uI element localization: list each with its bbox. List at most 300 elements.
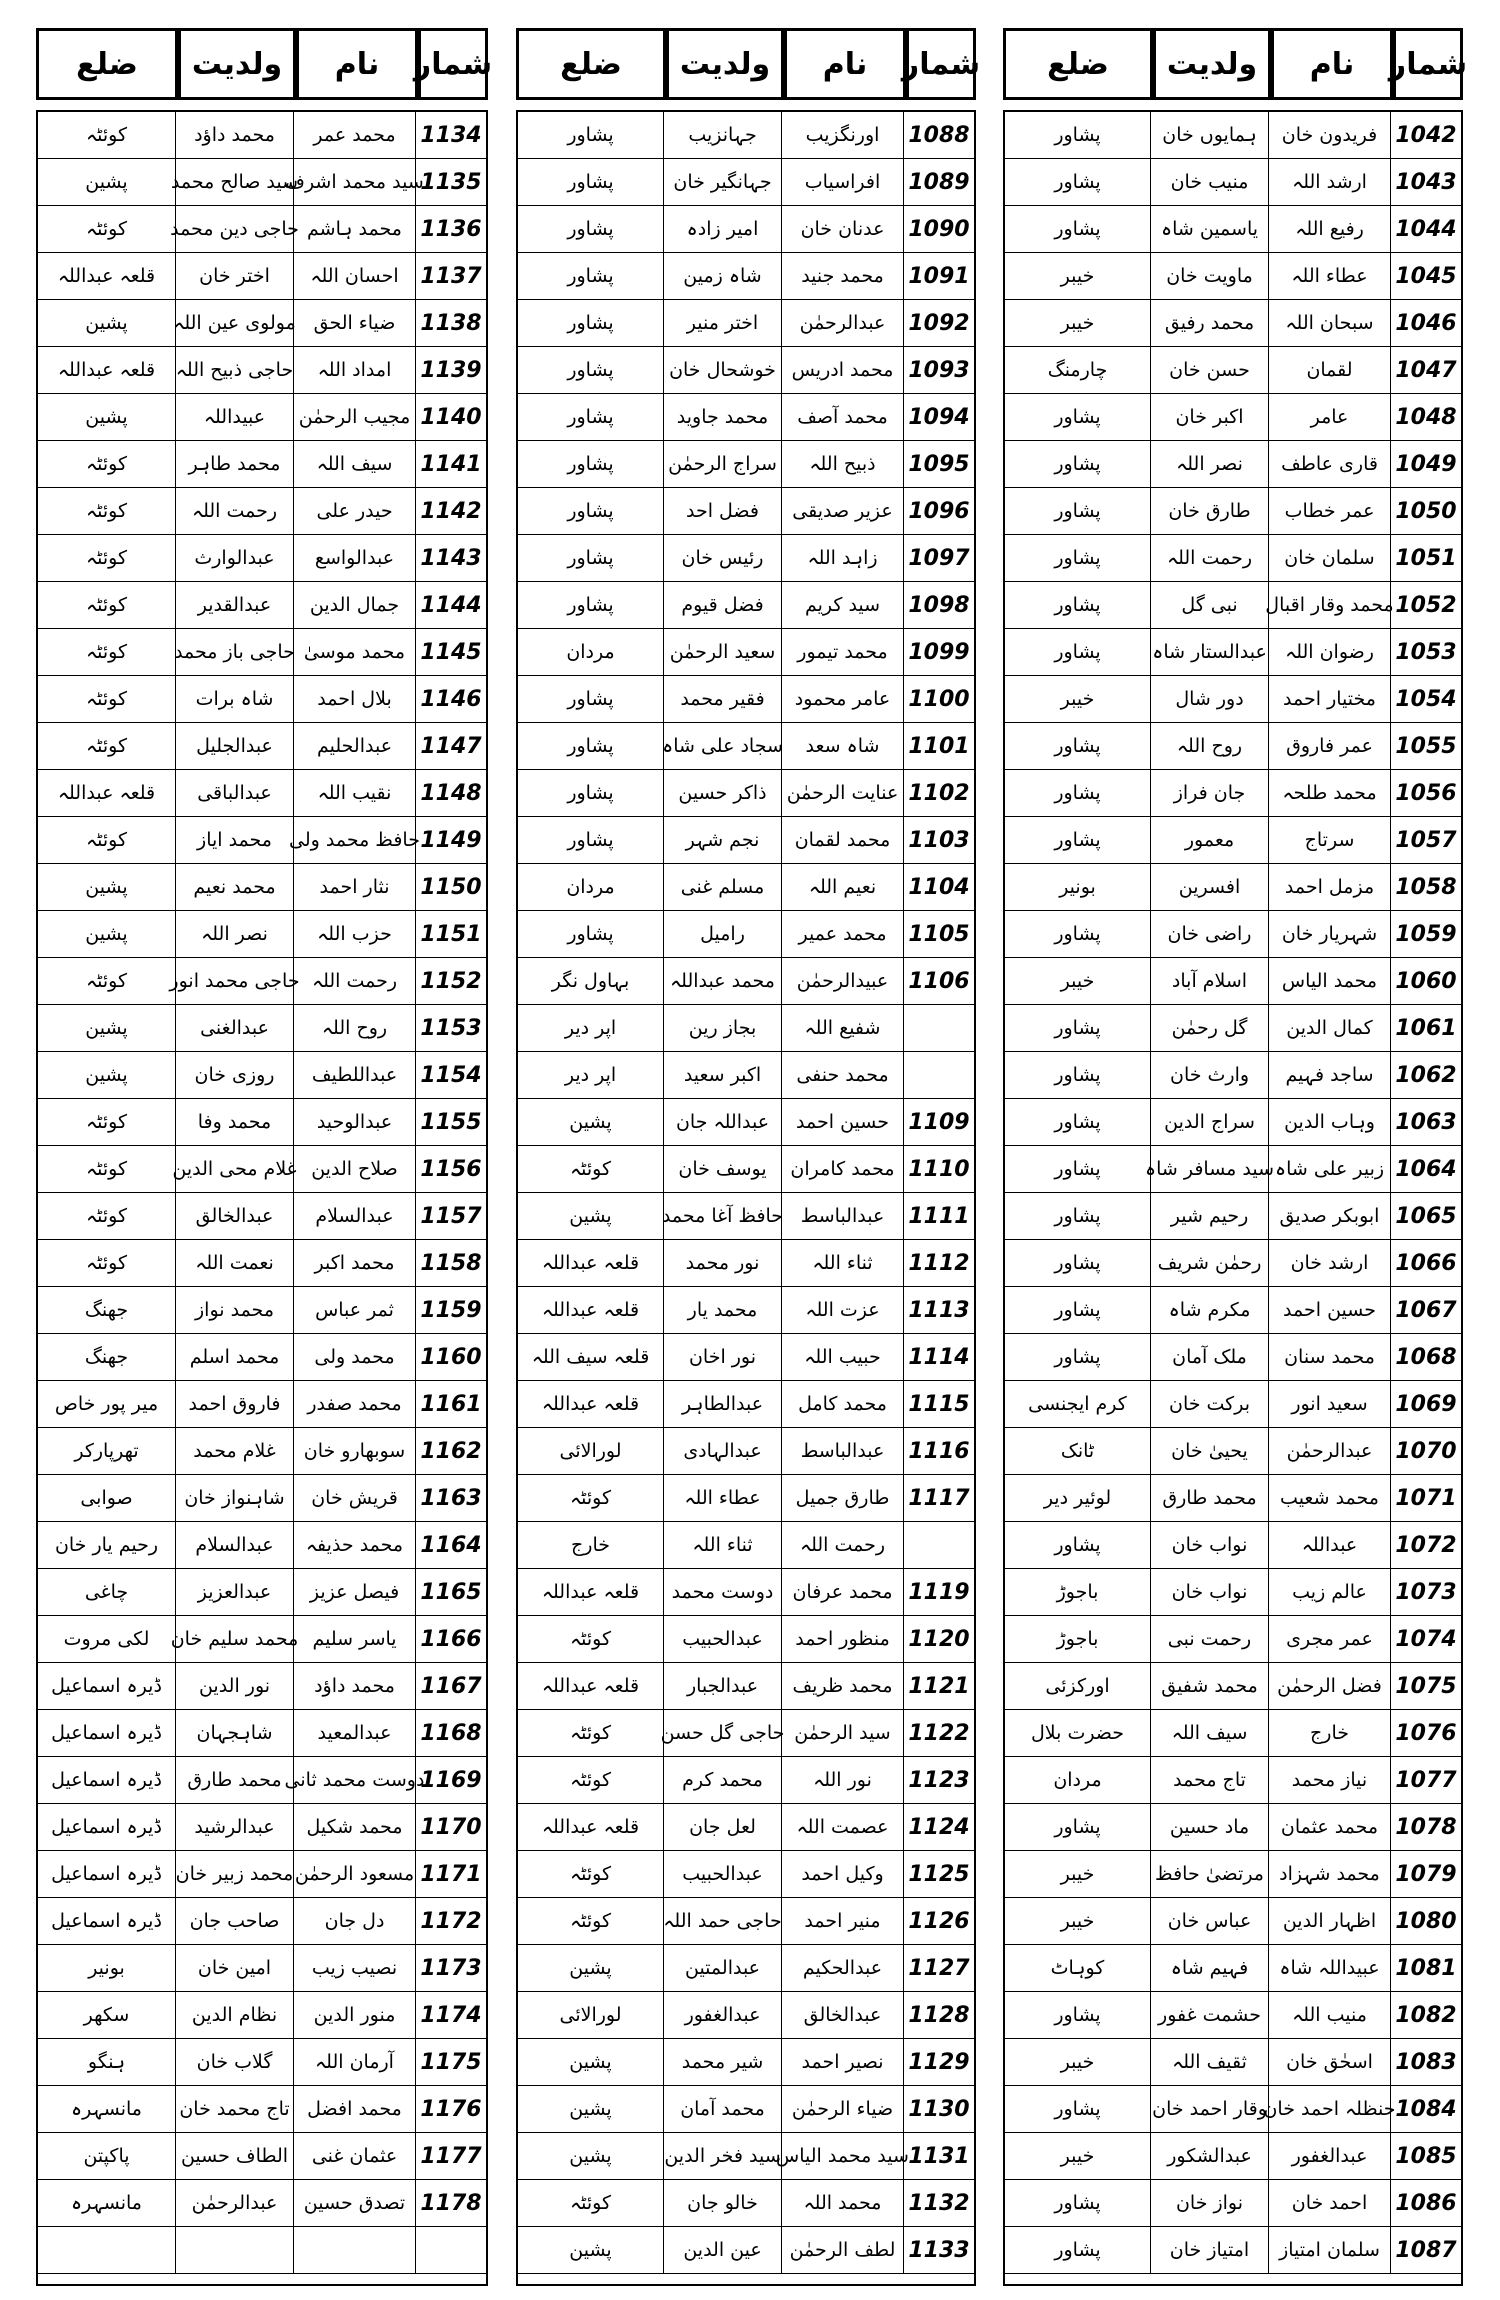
row-number: 1073 — [1391, 1569, 1461, 1616]
row-name: عدنان خان — [782, 206, 904, 253]
row-number: 1066 — [1391, 1240, 1461, 1287]
table-row — [1005, 253, 1461, 300]
row-number: 1125 — [904, 1851, 974, 1898]
row-father-name: اسلام آباد — [1151, 958, 1269, 1005]
row-father-name: دوست محمد — [664, 1569, 782, 1616]
row-number: 1054 — [1391, 676, 1461, 723]
row-number: 1088 — [904, 112, 974, 159]
table-row — [38, 159, 486, 206]
table-row — [38, 1005, 486, 1052]
row-number: 1169 — [416, 1757, 486, 1804]
table-row — [38, 817, 486, 864]
row-father-name: محمد زبیر خان — [176, 1851, 294, 1898]
row-number: 1097 — [904, 535, 974, 582]
row-district: حضرت بلال — [1005, 1710, 1151, 1757]
table-row — [518, 347, 974, 394]
row-name: صلاح الدین — [294, 1146, 416, 1193]
row-district: کوئٹہ — [38, 1193, 176, 1240]
row-number: 1071 — [1391, 1475, 1461, 1522]
row-district: پاکپتن — [38, 2133, 176, 2180]
row-district: ڈیرہ اسماعیل — [38, 1757, 176, 1804]
row-father-name: فقیر محمد — [664, 676, 782, 723]
row-name: محمد عمیر — [782, 911, 904, 958]
row-father-name: عطاء اللہ — [664, 1475, 782, 1522]
row-name: عمر فاروق — [1269, 723, 1391, 770]
header-district: ضلع — [1003, 28, 1153, 100]
row-district: لورالائی — [518, 1428, 664, 1475]
row-name: نقیب اللہ — [294, 770, 416, 817]
table-row — [1005, 1522, 1461, 1569]
row-number: 1098 — [904, 582, 974, 629]
row-district: پشین — [38, 911, 176, 958]
table-row — [1005, 2227, 1461, 2274]
row-father-name: عباس خان — [1151, 1898, 1269, 1945]
table-row — [518, 817, 974, 864]
row-number: 1058 — [1391, 864, 1461, 911]
row-number: 1104 — [904, 864, 974, 911]
row-name: محمد تیمور — [782, 629, 904, 676]
row-name: نثار احمد — [294, 864, 416, 911]
row-district: قلعہ عبداللہ — [518, 1663, 664, 1710]
row-father-name: اکبر سعید — [664, 1052, 782, 1099]
row-number: 1050 — [1391, 488, 1461, 535]
table-row — [518, 2039, 974, 2086]
table-row — [1005, 1240, 1461, 1287]
row-number: 1095 — [904, 441, 974, 488]
row-number: 1099 — [904, 629, 974, 676]
row-number: 1155 — [416, 1099, 486, 1146]
row-number: 1105 — [904, 911, 974, 958]
row-number: 1074 — [1391, 1616, 1461, 1663]
row-district: چارمنگ — [1005, 347, 1151, 394]
table-row — [38, 1193, 486, 1240]
row-number: 1096 — [904, 488, 974, 535]
row-name: محمد ادریس — [782, 347, 904, 394]
row-name: محمد اللہ — [782, 2180, 904, 2227]
row-father-name: سراج الدین — [1151, 1099, 1269, 1146]
row-number: 1087 — [1391, 2227, 1461, 2274]
row-district: اپر دیر — [518, 1052, 664, 1099]
row-district: پشاور — [518, 441, 664, 488]
row-name: محمد حذیفہ — [294, 1522, 416, 1569]
table-row — [1005, 1898, 1461, 1945]
row-number: 1055 — [1391, 723, 1461, 770]
row-father-name: سید فخر الدین — [664, 2133, 782, 2180]
row-number: 1046 — [1391, 300, 1461, 347]
table-row — [518, 1428, 974, 1475]
row-number: 1158 — [416, 1240, 486, 1287]
table-row — [1005, 1287, 1461, 1334]
row-number: 1063 — [1391, 1099, 1461, 1146]
row-district: ڈیرہ اسماعیل — [38, 1851, 176, 1898]
row-father-name: عبدالغفور — [664, 1992, 782, 2039]
row-district: ڈیرہ اسماعیل — [38, 1898, 176, 1945]
table-row — [518, 1710, 974, 1757]
row-father-name: عبدالشکور — [1151, 2133, 1269, 2180]
row-father-name: عبدالہادی — [664, 1428, 782, 1475]
row-name: وکیل احمد — [782, 1851, 904, 1898]
row-father-name: عبدالجلیل — [176, 723, 294, 770]
table-row — [518, 206, 974, 253]
row-number: 1142 — [416, 488, 486, 535]
table-row — [518, 394, 974, 441]
row-father-name: محمد رفیق — [1151, 300, 1269, 347]
row-father-name: ماویت خان — [1151, 253, 1269, 300]
row-name: عطاء اللہ — [1269, 253, 1391, 300]
row-father-name: روح اللہ — [1151, 723, 1269, 770]
table-row — [1005, 1428, 1461, 1475]
row-district: باجوڑ — [1005, 1569, 1151, 1616]
row-number: 1159 — [416, 1287, 486, 1334]
row-number: 1161 — [416, 1381, 486, 1428]
row-father-name: محمد یار — [664, 1287, 782, 1334]
table-row — [1005, 1475, 1461, 1522]
row-district: پشاور — [1005, 1804, 1151, 1851]
table-row — [1005, 2039, 1461, 2086]
row-district: پشاور — [1005, 770, 1151, 817]
table-row — [1005, 958, 1461, 1005]
table-row — [38, 1287, 486, 1334]
row-father-name: عبدالعزیز — [176, 1569, 294, 1616]
header-number: شمار — [1393, 28, 1463, 100]
table-row — [1005, 441, 1461, 488]
row-district: پشاور — [1005, 1146, 1151, 1193]
row-district: کوئٹہ — [38, 112, 176, 159]
row-father-name: حاجی ذبیح اللہ — [176, 347, 294, 394]
row-father-name: ملک آمان — [1151, 1334, 1269, 1381]
row-district: پشاور — [518, 300, 664, 347]
row-district: ہنگو — [38, 2039, 176, 2086]
row-district: پشاور — [518, 206, 664, 253]
row-father-name: عبدالمتین — [664, 1945, 782, 1992]
row-father-name: معمور — [1151, 817, 1269, 864]
row-district: جھنگ — [38, 1287, 176, 1334]
row-name: احسان اللہ — [294, 253, 416, 300]
row-number — [904, 1005, 974, 1052]
row-district: قلعہ عبداللہ — [518, 1287, 664, 1334]
row-father-name: فاروق احمد — [176, 1381, 294, 1428]
row-father-name: مسلم غنی — [664, 864, 782, 911]
row-name: محمد ہاشم — [294, 206, 416, 253]
row-district: پشاور — [1005, 911, 1151, 958]
row-father-name: ثناء اللہ — [664, 1522, 782, 1569]
row-district: لوئیر دیر — [1005, 1475, 1151, 1522]
row-district: پشاور — [518, 159, 664, 206]
table-row — [1005, 535, 1461, 582]
row-father-name: محمد طارق — [176, 1757, 294, 1804]
table-row — [518, 1898, 974, 1945]
row-father-name: نبی گل — [1151, 582, 1269, 629]
row-district: پشین — [518, 1945, 664, 1992]
row-district: اپر دیر — [518, 1005, 664, 1052]
row-name: عبدالمعید — [294, 1710, 416, 1757]
row-district: ڈیرہ اسماعیل — [38, 1804, 176, 1851]
row-number: 1178 — [416, 2180, 486, 2227]
row-district: کوئٹہ — [38, 206, 176, 253]
row-district: پشاور — [518, 253, 664, 300]
row-name: عالم زیب — [1269, 1569, 1391, 1616]
row-district: کوئٹہ — [38, 958, 176, 1005]
row-district: پشاور — [1005, 1992, 1151, 2039]
row-father-name: مرتضیٰ حافظ — [1151, 1851, 1269, 1898]
table-row — [518, 911, 974, 958]
row-name: حبیب اللہ — [782, 1334, 904, 1381]
table-row — [1005, 817, 1461, 864]
row-number: 1075 — [1391, 1663, 1461, 1710]
row-district: پشاور — [1005, 1052, 1151, 1099]
row-name: عبداللہ — [1269, 1522, 1391, 1569]
row-district: پشین — [38, 159, 176, 206]
row-name: عصمت اللہ — [782, 1804, 904, 1851]
row-father-name: نصر اللہ — [176, 911, 294, 958]
table-row — [518, 1992, 974, 2039]
table-row — [518, 441, 974, 488]
table-row — [38, 582, 486, 629]
table-row — [38, 864, 486, 911]
header-name: نام — [296, 28, 418, 100]
row-number: 1067 — [1391, 1287, 1461, 1334]
table-row — [518, 1052, 974, 1099]
row-name: محمد الیاس — [1269, 958, 1391, 1005]
row-number: 1127 — [904, 1945, 974, 1992]
row-district: پشاور — [1005, 2086, 1151, 2133]
row-name: رضوان اللہ — [1269, 629, 1391, 676]
row-number: 1086 — [1391, 2180, 1461, 2227]
row-number: 1133 — [904, 2227, 974, 2274]
row-district: پشین — [38, 1005, 176, 1052]
row-name: عبداللطیف — [294, 1052, 416, 1099]
row-father-name: رحیم شیر — [1151, 1193, 1269, 1240]
row-number: 1092 — [904, 300, 974, 347]
table-row — [518, 1193, 974, 1240]
row-district: کوئٹہ — [38, 1099, 176, 1146]
row-district: پشاور — [1005, 2180, 1151, 2227]
row-number: 1160 — [416, 1334, 486, 1381]
row-name: محمد ولی — [294, 1334, 416, 1381]
row-name: نور اللہ — [782, 1757, 904, 1804]
table-row — [1005, 112, 1461, 159]
row-number: 1112 — [904, 1240, 974, 1287]
row-number: 1153 — [416, 1005, 486, 1052]
row-father-name: بجاز رین — [664, 1005, 782, 1052]
table-row — [38, 1381, 486, 1428]
row-number: 1157 — [416, 1193, 486, 1240]
row-number: 1145 — [416, 629, 486, 676]
row-number: 1070 — [1391, 1428, 1461, 1475]
row-district: خارج — [518, 1522, 664, 1569]
row-father-name: شاہ برات — [176, 676, 294, 723]
row-number: 1060 — [1391, 958, 1461, 1005]
table-row — [518, 2133, 974, 2180]
row-name: عزیر صدیقی — [782, 488, 904, 535]
row-district: سکھر — [38, 1992, 176, 2039]
row-number: 1111 — [904, 1193, 974, 1240]
row-father-name: نواب خان — [1151, 1522, 1269, 1569]
row-number: 1047 — [1391, 347, 1461, 394]
table-row — [38, 1757, 486, 1804]
row-number: 1115 — [904, 1381, 974, 1428]
row-father-name: شاہجہان — [176, 1710, 294, 1757]
row-father-name: روزی خان — [176, 1052, 294, 1099]
row-father-name: حافظ آغا محمد — [664, 1193, 782, 1240]
row-number: 1164 — [416, 1522, 486, 1569]
table-row — [38, 1569, 486, 1616]
table-row — [518, 1381, 974, 1428]
row-father-name: تاج محمد — [1151, 1757, 1269, 1804]
row-name: عامر محمود — [782, 676, 904, 723]
row-number: 1176 — [416, 2086, 486, 2133]
row-district: قلعہ عبداللہ — [518, 1381, 664, 1428]
row-district: پشین — [518, 2227, 664, 2274]
table-row — [38, 1616, 486, 1663]
header-father: ولدیت — [666, 28, 784, 100]
row-name: محمد سنان — [1269, 1334, 1391, 1381]
row-father-name: عبدالرشید — [176, 1804, 294, 1851]
row-number: 1149 — [416, 817, 486, 864]
row-father-name: منیب خان — [1151, 159, 1269, 206]
row-father-name: محمد داؤد — [176, 112, 294, 159]
table-row — [38, 1146, 486, 1193]
table-row — [1005, 1804, 1461, 1851]
row-name: فریدون خان — [1269, 112, 1391, 159]
row-father-name: رامیل — [664, 911, 782, 958]
row-number — [904, 1052, 974, 1099]
row-number: 1091 — [904, 253, 974, 300]
row-name: عبدالباسط — [782, 1428, 904, 1475]
row-number: 1062 — [1391, 1052, 1461, 1099]
row-district: خیبر — [1005, 253, 1151, 300]
row-father-name: عبدالستار شاہ — [1151, 629, 1269, 676]
table-row — [38, 2086, 486, 2133]
row-name: عبدالخالق — [782, 1992, 904, 2039]
row-name: عبدالواسع — [294, 535, 416, 582]
row-number: 1139 — [416, 347, 486, 394]
row-father-name: تاج محمد خان — [176, 2086, 294, 2133]
row-father-name: محمد کرم — [664, 1757, 782, 1804]
row-name: قاری عاطف — [1269, 441, 1391, 488]
row-father-name: فضل قیوم — [664, 582, 782, 629]
row-number: 1134 — [416, 112, 486, 159]
row-name: محمد عمر — [294, 112, 416, 159]
row-father-name: محمد آمان — [664, 2086, 782, 2133]
row-name: نیاز محمد — [1269, 1757, 1391, 1804]
row-district: مردان — [518, 864, 664, 911]
row-name: سید محمد اشرف — [294, 159, 416, 206]
row-district: قلعہ عبداللہ — [518, 1569, 664, 1616]
row-number: 1113 — [904, 1287, 974, 1334]
row-father-name: امیر زادہ — [664, 206, 782, 253]
row-number: 1131 — [904, 2133, 974, 2180]
row-number: 1084 — [1391, 2086, 1461, 2133]
row-district: کوئٹہ — [38, 723, 176, 770]
row-father-name: عبدالخالق — [176, 1193, 294, 1240]
row-district: پشاور — [518, 770, 664, 817]
table-row — [518, 300, 974, 347]
row-district: پشاور — [518, 817, 664, 864]
row-number: 1170 — [416, 1804, 486, 1851]
row-number: 1135 — [416, 159, 486, 206]
row-name: نعیم اللہ — [782, 864, 904, 911]
row-district: کوئٹہ — [38, 488, 176, 535]
table-row — [1005, 1945, 1461, 1992]
row-district: کوئٹہ — [38, 817, 176, 864]
row-father-name: محمد طاہر — [176, 441, 294, 488]
row-name: یاسر سلیم — [294, 1616, 416, 1663]
row-district: کرم ایجنسی — [1005, 1381, 1151, 1428]
row-father-name: ذاکر حسین — [664, 770, 782, 817]
row-district: ٹانک — [1005, 1428, 1151, 1475]
table-row — [518, 2227, 974, 2274]
row-father-name: خالو جان — [664, 2180, 782, 2227]
row-number: 1138 — [416, 300, 486, 347]
table-row — [38, 1052, 486, 1099]
header-number: شمار — [906, 28, 976, 100]
row-number: 1080 — [1391, 1898, 1461, 1945]
row-name: سید کریم — [782, 582, 904, 629]
row-name: حافظ محمد ولی — [294, 817, 416, 864]
table-row — [1005, 1146, 1461, 1193]
row-name: فیصل عزیز — [294, 1569, 416, 1616]
row-name: ذبیح اللہ — [782, 441, 904, 488]
row-district: مردان — [518, 629, 664, 676]
row-number: 1154 — [416, 1052, 486, 1099]
row-father-name: عبدالباقی — [176, 770, 294, 817]
row-name: کمال الدین — [1269, 1005, 1391, 1052]
row-number: 1146 — [416, 676, 486, 723]
row-number: 1094 — [904, 394, 974, 441]
row-number: 1068 — [1391, 1334, 1461, 1381]
row-number: 1175 — [416, 2039, 486, 2086]
row-number: 1090 — [904, 206, 974, 253]
table-row — [38, 253, 486, 300]
row-name: مجیب الرحمٰن — [294, 394, 416, 441]
table-row — [1005, 629, 1461, 676]
row-district: خیبر — [1005, 2133, 1151, 2180]
row-name: سعید انور — [1269, 1381, 1391, 1428]
row-father-name: یاسمین شاہ — [1151, 206, 1269, 253]
table-row — [1005, 2086, 1461, 2133]
table-row — [38, 1663, 486, 1710]
row-district: پشاور — [1005, 1287, 1151, 1334]
row-father-name: شیر محمد — [664, 2039, 782, 2086]
row-name: شفیع اللہ — [782, 1005, 904, 1052]
table-row — [518, 535, 974, 582]
row-name: عبیداللہ شاہ — [1269, 1945, 1391, 1992]
row-father-name: اکبر خان — [1151, 394, 1269, 441]
row-father-name: اختر منیر — [664, 300, 782, 347]
table-row — [1005, 206, 1461, 253]
table-row — [518, 1475, 974, 1522]
table-row — [38, 394, 486, 441]
row-number: 1123 — [904, 1757, 974, 1804]
row-number: 1120 — [904, 1616, 974, 1663]
row-district: بہاول نگر — [518, 958, 664, 1005]
row-district: قلعہ عبداللہ — [518, 1240, 664, 1287]
row-district: کوئٹہ — [38, 629, 176, 676]
row-name: محمد عرفان — [782, 1569, 904, 1616]
row-district: پشاور — [1005, 394, 1151, 441]
row-number: 1045 — [1391, 253, 1461, 300]
row-number: 1110 — [904, 1146, 974, 1193]
row-name: سبحان اللہ — [1269, 300, 1391, 347]
row-district: باجوڑ — [1005, 1616, 1151, 1663]
row-father-name: عبدالغنی — [176, 1005, 294, 1052]
header-father: ولدیت — [1153, 28, 1271, 100]
row-district: اورکزئی — [1005, 1663, 1151, 1710]
table-row — [518, 112, 974, 159]
row-father-name: محمد سلیم خان — [176, 1616, 294, 1663]
table-row — [518, 159, 974, 206]
